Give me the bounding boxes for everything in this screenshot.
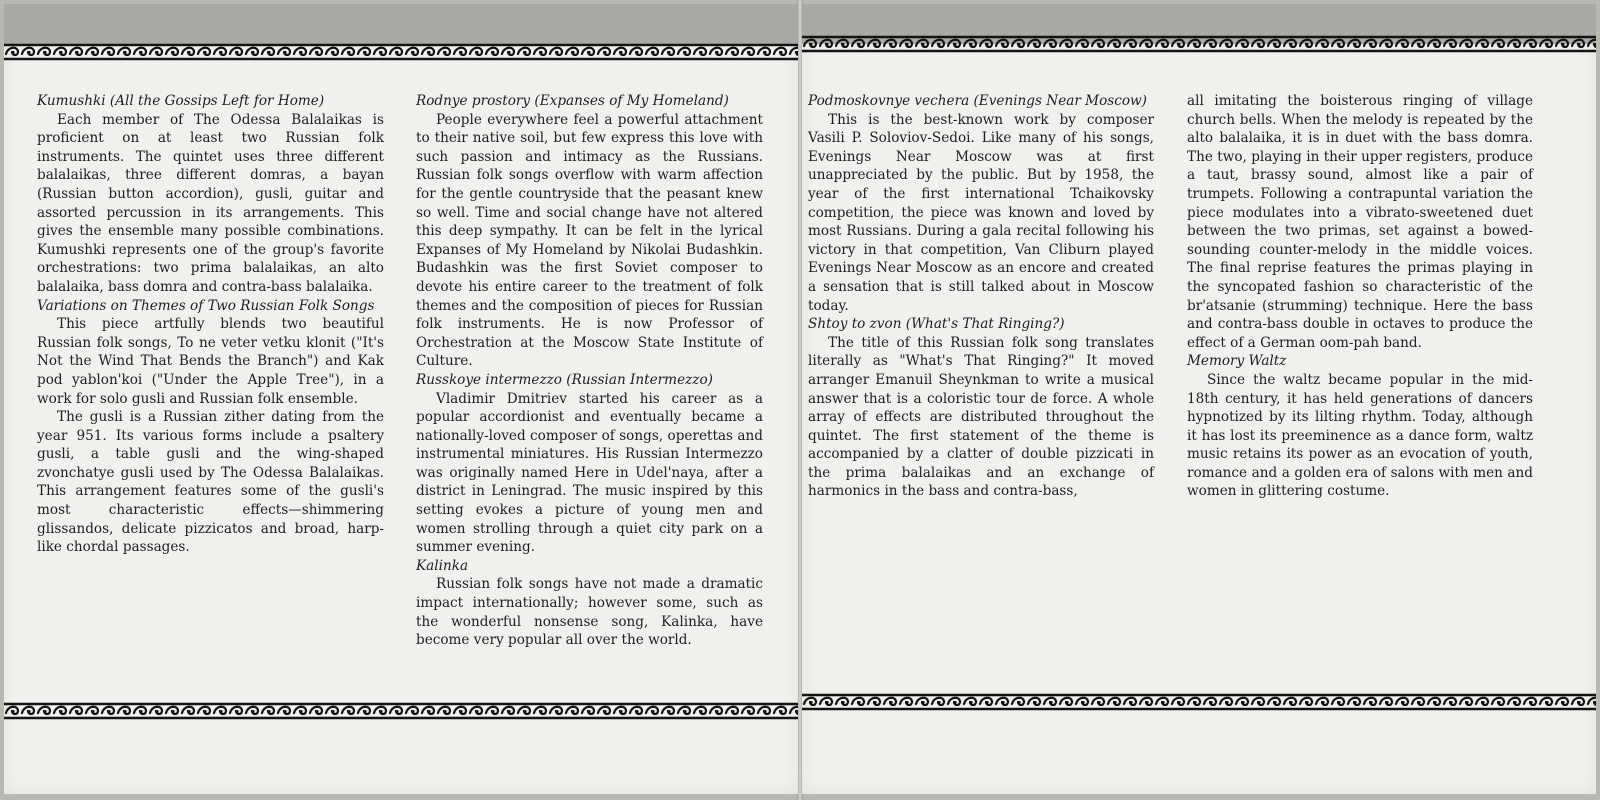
paragraph: People everywhere feel a powerful attachment to their native soil, but few express this love with such passion and intimacy as the Russians. Russian folk songs overflow with warm affection for the gentle countryside that the peasant knew so well. Time and social change have not altered this deep sympathy. It can be felt in the lyrical Expanses of My Homeland by Nikolai Budashkin. Budashkin was the first Soviet composer to devote his entire career to the treatment of folk themes and the composition of pieces for Russian folk instruments. He is now Professor of Orchestration at the Moscow State Institute of Culture. — [416, 111, 763, 370]
column-3 — [808, 92, 1154, 501]
paragraph: Since the waltz became popular in the mid-18th century, it has held generations of dancers hypnotized by its lilting rhythm. Today, although it has lost its preeminence as a dance form, waltz music retains its power as an evocation of youth, romance and a golden era of salons with men and women in glittering costume. — [1187, 371, 1533, 500]
ornament-pattern — [4, 42, 798, 62]
ornament-pattern — [802, 692, 1596, 712]
heading-podmoskovnye-vechera: Podmoskovnye vechera (Evenings Near Moscow) — [808, 93, 1147, 109]
heading-shtoy-to-zvon: Shtoy to zvon (What's That Ringing?) — [808, 316, 1065, 333]
column-2 — [416, 92, 763, 650]
paragraph: The gusli is a Russian zither dating from the year 951. Its various forms include a psaltery gusli, a table gusli and the wing-shaped zvonchatye gusli used by The Odessa Balalaikas. This arrangement features some of the gusli's most characteristic effects—shimmering glissandos, delicate pizzicatos and broad, harp-like chordal passages. — [37, 409, 384, 556]
top-ornament-border — [4, 42, 798, 62]
paragraph: This piece artfully blends two beautiful Russian folk songs, To ne veter vetku klonit ("It's Not the Wind That Bends the Branch") and Kak pod yablon'koi ("Under the Apple Tree"), in a work for solo gusli and Russian folk ensemble. — [37, 316, 384, 407]
paragraph: Each member of The Odessa Balalaikas is proficient on at least two Russian folk instruments. The quintet uses three different balalaikas, three different domras, a bayan (Russian button accordion), gusli, guitar and assorted percussion in its arrangements. This gives the ensemble many possible combinations. Kumushki represents one of the group's favorite orchestrations: two prima balalaikas, an alto balalaika, bass domra and contra-bass balalaika. — [37, 111, 384, 295]
column-1 — [37, 92, 384, 557]
column-4 — [1187, 92, 1533, 501]
top-ornament-border — [802, 34, 1596, 54]
ornament-pattern — [4, 701, 798, 721]
heading-rodnye-prostory: Rodnye prostory (Expanses of My Homeland) — [416, 93, 729, 109]
paragraph: Russian folk songs have not made a dramatic impact internationally; however some, such as the wonderful nonsense song, Kalinka, have become very popular all over the world. — [416, 576, 763, 649]
paragraph: all imitating the boisterous ringing of village church bells. When the melody is repeated by the alto balalaika, it is in duet with the bass domra. The two, playing in their upper registers, produce a taut, brassy sound, almost like a pair of trumpets. Following a contrapuntal variation the piece modulates into a vibrato-sweetened duet between the two primas, set against a bowed-sounding counter-melody in the middle voices. The final reprise features the primas playing in the syncopated fashion so characteristic of the br'atsanie (strumming) technique. Here the bass and contra-bass double in octaves to produce the effect of a German oom-pah band. — [1187, 93, 1533, 351]
top-gray-band — [4, 4, 798, 44]
heading-memory-waltz: Memory Waltz — [1187, 353, 1287, 370]
heading-russkoye-intermezzo: Russkoye intermezzo (Russian Intermezzo) — [416, 371, 713, 388]
right-page — [802, 4, 1596, 794]
bottom-ornament-border — [4, 701, 798, 721]
left-page — [4, 4, 798, 794]
heading-variations: Variations on Themes of Two Russian Folk Songs — [37, 297, 375, 314]
heading-kumushki: Kumushki (All the Gossips Left for Home) — [37, 93, 325, 109]
heading-kalinka: Kalinka — [416, 557, 469, 574]
ornament-pattern — [802, 34, 1596, 54]
paragraph: Vladimir Dmitriev started his career as a popular accordionist and eventually became a nationally-loved composer of songs, operettas and instrumental miniatures. His Russian Intermezzo was originally named Here in Udel'naya, after a district in Leningrad. The music inspired by this setting evokes a picture of young men and women strolling through a quiet city park on a summer evening. — [416, 390, 763, 556]
bottom-ornament-border — [802, 692, 1596, 712]
paragraph: This is the best-known work by composer Vasili P. Soloviov-Sedoi. Like many of his songs, Evenings Near Moscow was at first unappreciated by the public. But by 1958, the year of the first international Tchaikovsky competition, the piece was known and loved by most Russians. During a gala recital following his victory in that competition, Van Cliburn played Evenings Near Moscow as an encore and created a sensation that is still talked about in Moscow today. — [808, 111, 1154, 314]
paragraph: The title of this Russian folk song translates literally as "What's That Ringing?" It moved arranger Emanuil Sheynkman to write a musical answer that is a coloristic tour de force. A whole array of effects are distributed throughout the quintet. The first statement of the theme is accompanied by a clatter of double pizzicati in the prima balalaikas and an exchange of harmonics in the bass and contra-bass, — [808, 334, 1154, 500]
